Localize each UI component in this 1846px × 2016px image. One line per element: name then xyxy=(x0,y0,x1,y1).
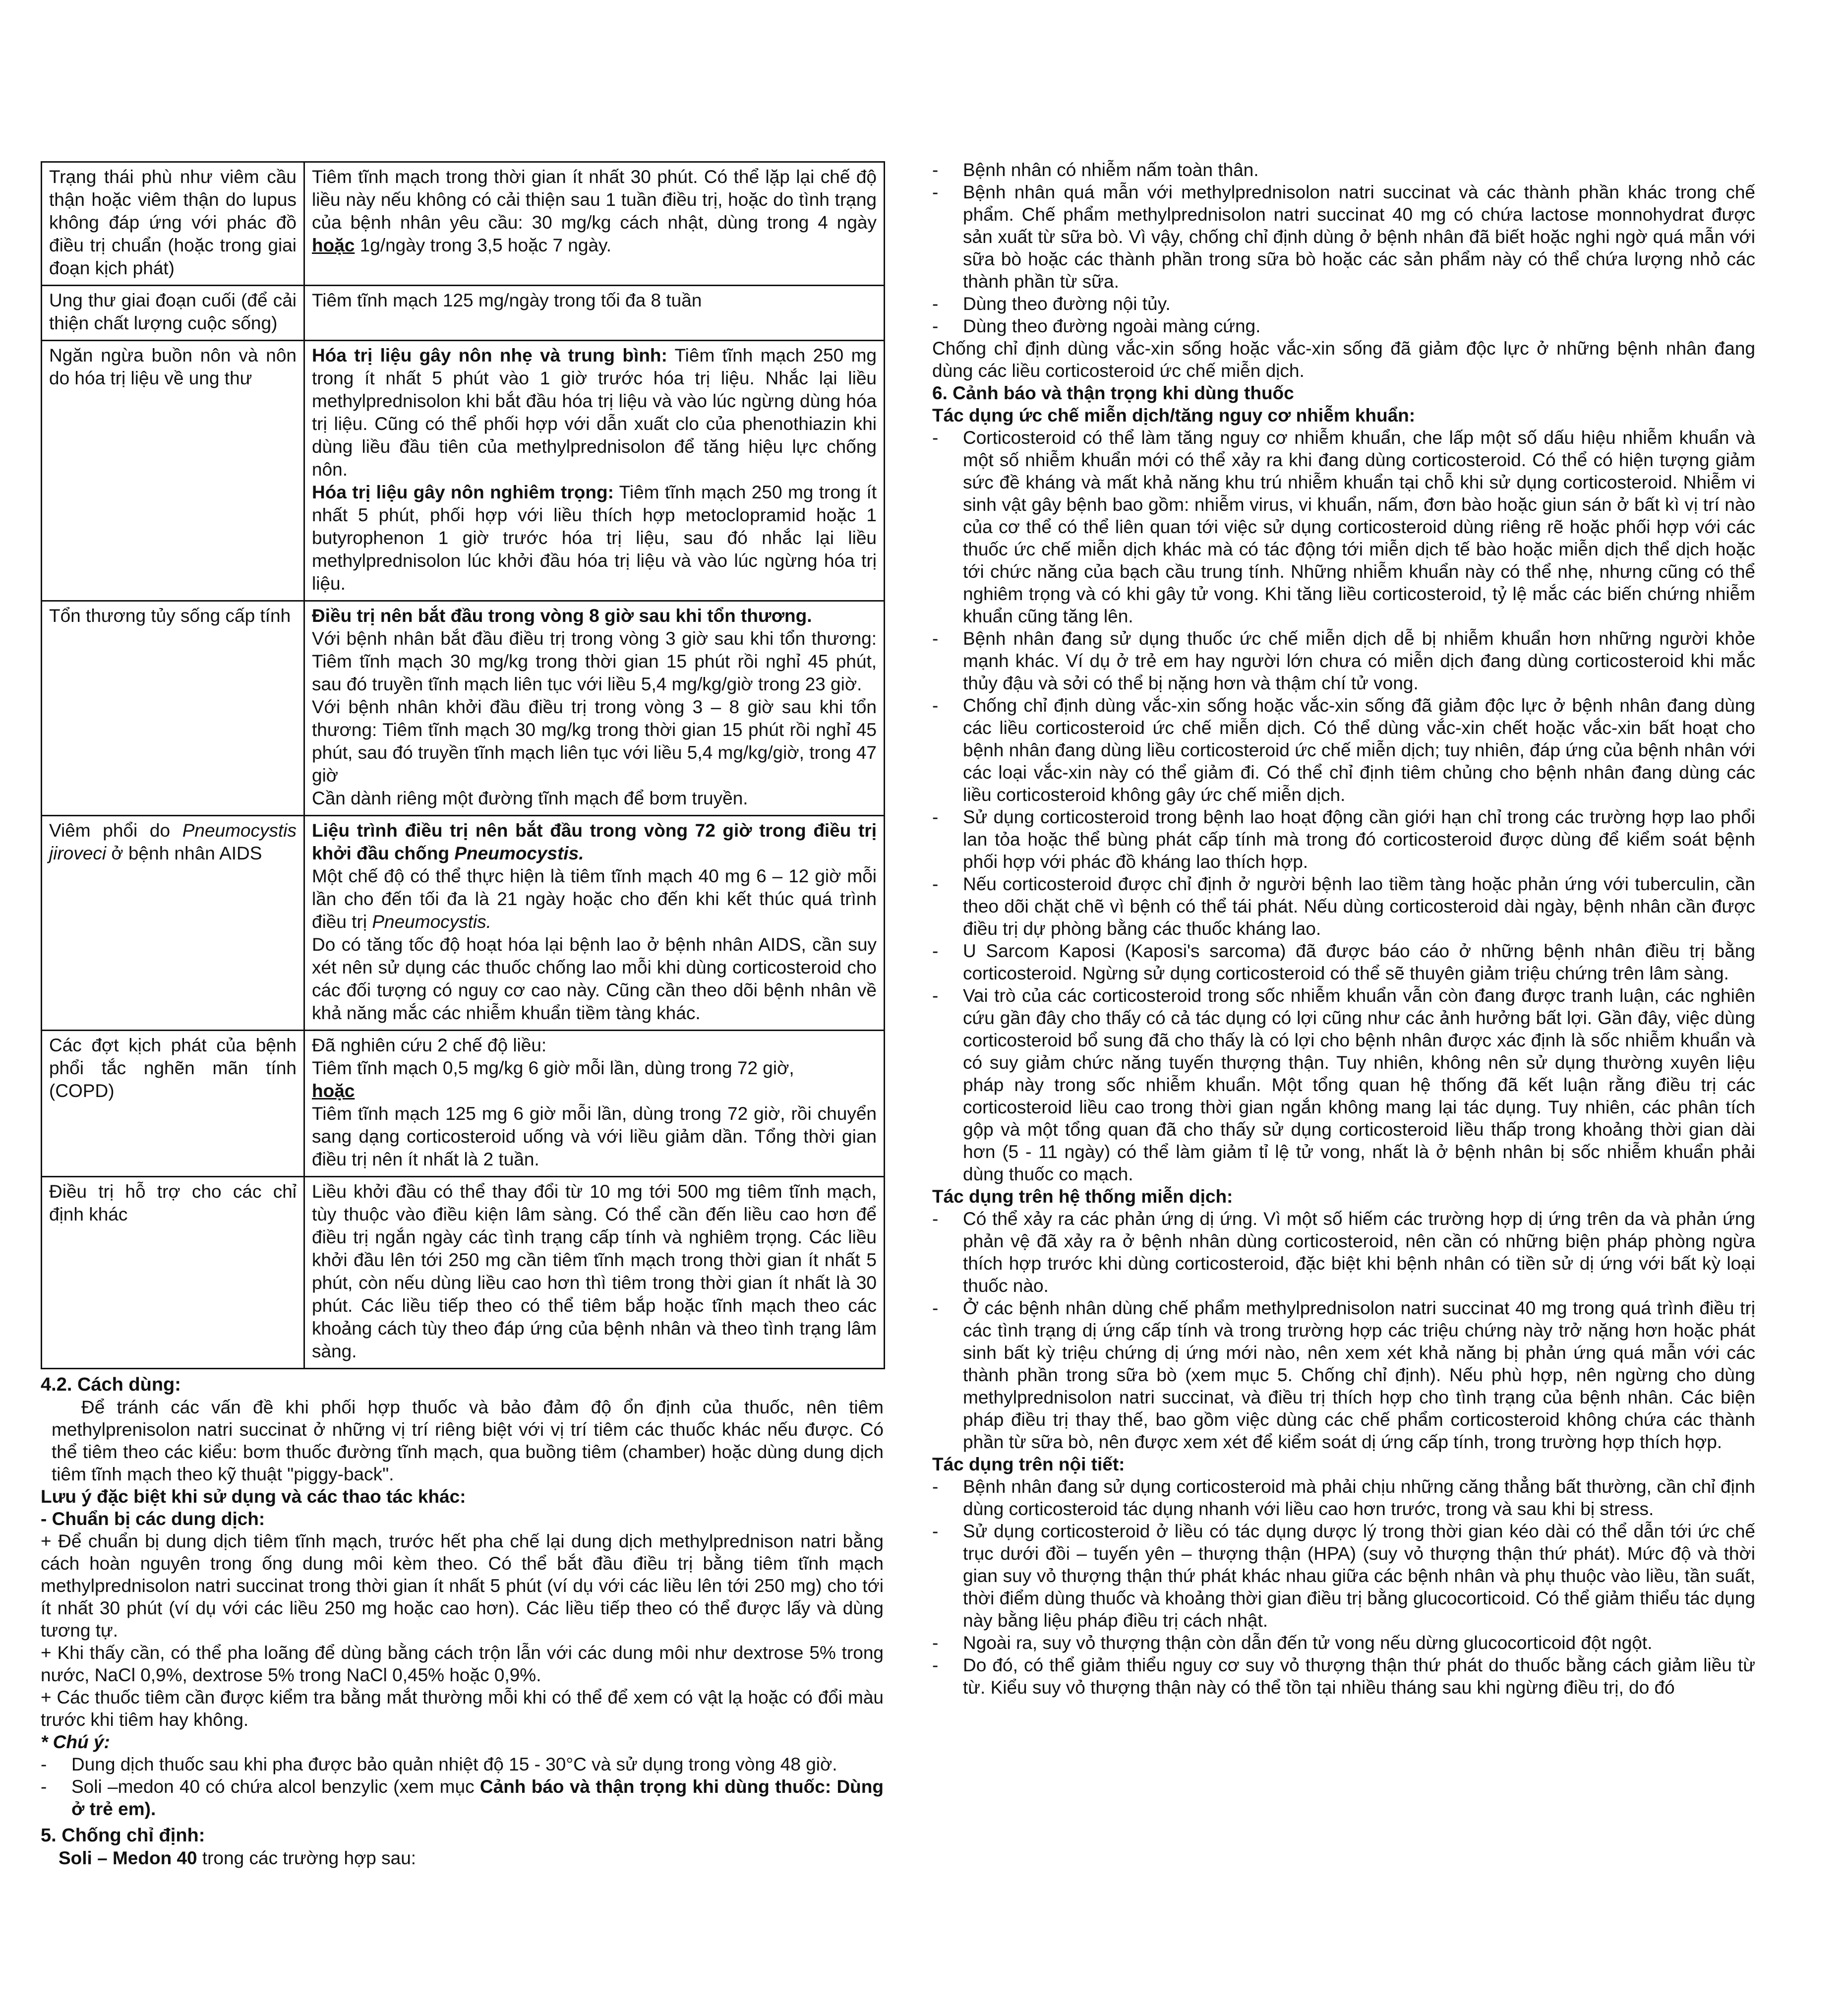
list-item: - Ngoài ra, suy vỏ thượng thận còn dẫn đến tử vong nếu dừng glucocorticoid đột ngột. xyxy=(932,1633,1653,1653)
vaccine-contraindication: Chống chỉ định dùng vắc-xin sống hoặc vắc-xin sống đã giảm độc lực ở những bệnh nhân đang dùng các liều corticosteroid ức chế miễn dịch. xyxy=(932,338,1755,381)
item-text: Vai trò của các corticosteroid trong sốc nhiễm khuẩn vẫn còn đang được tranh luận, các nghiên cứu gần đây cho thấy có cả tác dụng có lợi cũng như các ảnh hưởng bất lợi. Gần đây, việc dùng corticosteroid bổ sung đã cho thấy là có lợi cho bệnh nhân được xác định là sốc nhiễm khuẩn và có suy giảm chức năng tuyến thượng thận. Tuy nhiên, không nên sử dụng thường xuyên liệu pháp này trong sốc nhiễm khuẩn. Một tổng quan hệ thống đã kết luận rằng điều trị các corticosteroid liều cao trong thời gian ngắn không mang lại tác dụng. Tuy nhiên, các phân tích gộp và một tổng quan đã cho thấy sử dụng corticosteroid liều thấp trong khoảng thời gian dài hơn (5 - 11 ngày) có thể làm giảm tỉ lệ tử vong, nhất là ở bệnh nhân bị sốc nhiễm khuẩn phải dùng thuốc co mạch. xyxy=(963,985,1755,1184)
condition-cell xyxy=(42,816,304,1031)
list-item: - Do đó, có thể giảm thiểu nguy cơ suy vỏ thượng thận thứ phát do thuốc bằng cách giảm liều từ từ. Kiểu suy vỏ thượng thận này có thể tồn tại nhiều tháng sau khi ngừng điều trị, do đó xyxy=(932,1655,1755,1698)
dose-text: Một chế độ có thể thực hiện là tiêm tĩnh mạch 40 mg 6 – 12 giờ mỗi lần cho đến tối đa là 21 ngày hoặc cho đến khi kết thúc quá trình điều trị xyxy=(312,866,877,932)
dose-cell: Liều khởi đầu có thể thay đổi từ 10 mg tới 500 mg tiêm tĩnh mạch, tùy thuộc vào điều kiện lâm sàng. Có thể cần đến liều cao hơn để điều trị ngắn ngày các tình trạng cấp tính và nghiêm trọng. Các liều khởi đầu lên tới 250 mg cần tiêm tĩnh mạch trong thời gian ít nhất 5 phút, còn nếu dùng liều cao hơn thì tiêm trong thời gian ít nhất là 30 phút. Các liều tiếp theo có thể tiêm bắp hoặc tĩnh mạch theo các khoảng cách tùy theo đáp ứng của bệnh nhân và theo tình trạng lâm sàng. xyxy=(304,1177,885,1369)
note-item: - Soli –medon 40 có chứa alcol benzylic (xem mục Cảnh báo và thận trọng khi dùng thuốc: Dùng ở trẻ em). xyxy=(41,1776,884,1819)
condition-cell: Ung thư giai đoạn cuối (để cải thiện chất lượng cuộc sống) xyxy=(42,286,304,341)
subsection-title: Tác dụng trên hệ thống miễn dịch: xyxy=(932,1186,1233,1207)
section-title-4-2: 4.2. Cách dùng: xyxy=(41,1374,181,1395)
table-row xyxy=(42,816,885,1031)
table-row xyxy=(42,286,885,341)
lead-text: trong các trường hợp sau: xyxy=(197,1848,417,1868)
preparation-step: + Để chuẩn bị dung dịch tiêm tĩnh mạch, trước hết pha chế lại dung dịch methylprednison natri bằng cách hoàn nguyên trong ống dung môi kèm theo. Có thể bắt đầu điều trị bằng tiêm tĩnh mạch methylprednisolon natri succinat trong thời gian ít nhất 5 phút (ví dụ với các liều lên tới 250 mg) cho tới ít nhất 30 phút (ví dụ với các liều 250 mg hoặc cao hơn). Các liều tiếp theo có thể được lấy và dùng tương tự. xyxy=(41,1531,884,1641)
condition-cell: Điều trị hỗ trợ cho các chỉ định khác xyxy=(42,1177,304,1369)
condition-cell: Ngăn ngừa buồn nôn và nôn do hóa trị liệu về ung thư xyxy=(42,341,304,601)
dose-text: Đã nghiên cứu 2 chế độ liều: xyxy=(312,1035,547,1055)
preparation-step: + Khi thấy cần, có thể pha loãng để dùng bằng cách trộn lẫn với các dung môi như dextrose 5% trong nước, NaCl 0,9%, dextrose 5% trong NaCl 0,45% hoặc 0,9%. xyxy=(41,1643,884,1685)
list-item: - Bệnh nhân đang sử dụng thuốc ức chế miễn dịch dễ bị nhiễm khuẩn hơn những người khỏe mạnh khác. Ví dụ ở trẻ em hay người lớn chưa có miễn dịch đang dùng corticosteroid khi mắc thủy đậu và sởi có thể bị nặng hơn và thậm chí tử vong. xyxy=(932,628,1755,693)
subsection-title: Tác dụng trên nội tiết: xyxy=(932,1454,1125,1474)
dose-text: Cần dành riêng một đường tĩnh mạch để bơm truyền. xyxy=(312,788,748,808)
list-item: - Dùng theo đường nội tủy. xyxy=(932,294,1171,314)
item-text: Bệnh nhân đang sử dụng thuốc ức chế miễn dịch dễ bị nhiễm khuẩn hơn những người khỏe mạnh khác. Ví dụ ở trẻ em hay người lớn chưa có miễn dịch đang dùng corticosteroid khi mắc thủy đậu và sởi có thể bị nặng hơn và thậm chí tử vong. xyxy=(963,628,1755,693)
item-text: U Sarcom Kaposi (Kaposi's sarcoma) đã được báo cáo ở những bệnh nhân điều trị bằng corticosteroid. Ngừng sử dụng corticosteroid có thể sẽ thuyên giảm triệu chứng trên lâm sàng. xyxy=(963,941,1755,983)
right-column xyxy=(932,159,1755,1699)
preparation-step: + Các thuốc tiêm cần được kiểm tra bằng mắt thường mỗi khi có thể để xem có vật lạ hoặc có đổi màu trước khi tiêm hay không. xyxy=(41,1687,884,1730)
item-text: Ở các bệnh nhân dùng chế phẩm methylprednisolon natri succinat 40 mg trong quá trình điều trị các tình trạng dị ứng cấp tính và trong trường hợp các triệu chứng này trở nặng hơn hoặc phát sinh bất kỳ triệu chứng dị ứng mới nào, nên xem xét khả năng bị phản ứng quá mẫn với các thành phần trong sữa bò (xem mục 5. Chống chỉ định). Nếu phù hợp, nên ngừng cho dùng methylprednisolon natri succinat, và điều trị thích hợp cho tình trạng của bệnh nhân. Các biện pháp điều trị thay thế, bao gồm việc dùng các chế phẩm corticosteroid không chứa các thành phần từ sữa bò, nên được xem xét để kiểm soát dị ứng cấp tính, trong trường hợp thích hợp. xyxy=(963,1298,1755,1452)
dose-text: 1g/ngày trong 3,5 hoặc 7 ngày. xyxy=(355,235,612,255)
item-text: Do đó, có thể giảm thiểu nguy cơ suy vỏ thượng thận thứ phát do thuốc bằng cách giảm liều từ từ. Kiểu suy vỏ thượng thận này có thể tồn tại nhiều tháng sau khi ngừng điều trị, do đó xyxy=(963,1655,1755,1698)
product-name: Soli – Medon 40 xyxy=(59,1848,197,1868)
list-item: - Corticosteroid có thể làm tăng nguy cơ nhiễm khuẩn, che lấp một số dấu hiệu nhiễm khuẩn và một số nhiễm khuẩn mới có thể xảy ra khi đang dùng corticosteroid. Có thể có hiện tượng giảm sức đề kháng và mất khả năng khu trú nhiễm khuẩn tại chỗ khi sử dụng corticosteroid. Nhiễm vi sinh vật gây bệnh bao gồm: nhiễm virus, vi khuẩn, nấm, đơn bào hoặc giun sán ở bất kì vị trí nào của cơ thể có thể liên quan tới việc sử dụng corticosteroid dùng riêng rẽ hoặc phối hợp với các thuốc ức chế miễn dịch khác mà có tác động tới miễn dịch tế bào hoặc miễn dịch thể dịch hoặc tới chức năng của bạch cầu trung tính. Những nhiễm khuẩn này có thể nhẹ, nhưng cũng có thể nghiêm trọng và có khi gây tử vong. Khi tăng liều corticosteroid, tỷ lệ mắc các biến chứng nhiễm khuẩn cũng tăng lên. xyxy=(932,428,1755,626)
list-item: - U Sarcom Kaposi (Kaposi's sarcoma) đã được báo cáo ở những bệnh nhân điều trị bằng corticosteroid. Ngừng sử dụng corticosteroid có thể sẽ thuyên giảm triệu chứng trên lâm sàng. xyxy=(932,941,1755,983)
organism-name: Pneumocystis. xyxy=(372,912,491,932)
list-item: - Chống chỉ định dùng vắc-xin sống hoặc vắc-xin sống đã giảm độc lực ở bệnh nhân đang dùng các liều corticosteroid ức chế miễn dịch. Có thể dùng vắc-xin chết hoặc vắc-xin bất hoạt cho bệnh nhân đang dùng liều corticosteroid ức chế miễn dịch; tuy nhiên, đáp ứng của bệnh nhân với các loại vắc-xin này có thể giảm đi. Có thể chỉ định tiêm chủng cho bệnh nhân đang dùng các liều corticosteroid không gây ức chế miễn dịch. xyxy=(932,695,1755,805)
subsection-title: Tác dụng ức chế miễn dịch/tăng nguy cơ nhiễm khuẩn: xyxy=(932,405,1416,426)
condition-text: ở bệnh nhân AIDS xyxy=(106,843,262,863)
item-text: Dùng theo đường ngoài màng cứng. xyxy=(963,316,1261,336)
condition-cell: Tổn thương tủy sống cấp tính xyxy=(42,601,304,816)
or-keyword: hoặc xyxy=(312,1081,355,1101)
dose-text: Tiêm tĩnh mạch 0,5 mg/kg 6 giờ mỗi lần, dùng trong 72 giờ, xyxy=(312,1058,794,1078)
list-item: - Bệnh nhân quá mẫn với methylprednisolon natri succinat và các thành phần khác trong chế phẩm. Chế phẩm methylprednisolon natri succinat 40 mg có chứa lactose monnohydrat được sản xuất từ sữa bò. Vì vậy, chống chỉ định dùng ở bệnh nhân đã biết hoặc nghi ngờ quá mẫn với sữa bò hoặc các thành phần trong sữa bò hoặc các sản phẩm này có thể chứa lượng nhỏ các thành phần từ sữa. xyxy=(932,182,1755,292)
list-item: - Có thể xảy ra các phản ứng dị ứng. Vì một số hiếm các trường hợp dị ứng trên da và phản ứng phản vệ đã xảy ra ở bệnh nhân dùng corticosteroid, nên cần có những biện pháp phòng ngừa thích hợp trước khi dùng corticosteroid, đặc biệt khi bệnh nhân có tiền sử dị ứng với bất kỳ loại thuốc nào. xyxy=(932,1209,1755,1296)
organism-name: Pneumocystis jiroveci xyxy=(49,820,297,863)
dose-text: Tiêm tĩnh mạch 250 mg trong ít nhất 5 phút, phối hợp với liều thích hợp metoclopramid hoặc 1 butyrophenon 1 giờ trước hóa trị liệu, sau đó nhắc lại liều methylprednisolon lúc khởi đầu hóa trị liệu và vào lúc ngừng hóa trị liệu. xyxy=(312,482,877,594)
dose-heading: Hóa trị liệu gây nôn nghiêm trọng: xyxy=(312,482,614,502)
special-notes-title: Lưu ý đặc biệt khi sử dụng và các thao tác khác: xyxy=(41,1486,466,1507)
list-item: - Sử dụng corticosteroid ở liều có tác dụng dược lý trong thời gian kéo dài có thể dẫn tới ức chế trục dưới đồi – tuyến yên – thượng thận (HPA) (suy vỏ thượng thận thứ phát). Mức độ và thời gian suy vỏ thượng thận thứ phát khác nhau giữa các bệnh nhân và phụ thuộc vào liều, tần suất, thời điểm dùng thuốc và khoảng thời gian điều trị bằng glucocorticoid. Có thể giảm thiểu tác dụng này bằng liệu pháp điều trị cách nhật. xyxy=(932,1521,1755,1631)
contraindication-lead xyxy=(41,1847,884,1869)
item-text: Corticosteroid có thể làm tăng nguy cơ nhiễm khuẩn, che lấp một số dấu hiệu nhiễm khuẩn và một số nhiễm khuẩn mới có thể xảy ra khi đang dùng corticosteroid. Có thể có hiện tượng giảm sức đề kháng và mất khả năng khu trú nhiễm khuẩn tại chỗ khi sử dụng corticosteroid. Nhiễm vi sinh vật gây bệnh bao gồm: nhiễm virus, vi khuẩn, nấm, đơn bào hoặc giun sán ở bất kì vị trí nào của cơ thể có thể liên quan tới việc sử dụng corticosteroid dùng riêng rẽ hoặc phối hợp với các thuốc ức chế miễn dịch khác mà có tác động tới miễn dịch tế bào hoặc miễn dịch thể dịch hoặc tới chức năng của bạch cầu trung tính. Những nhiễm khuẩn này có thể nhẹ, nhưng cũng có thể nghiêm trọng và có khi gây tử vong. Khi tăng liều corticosteroid, tỷ lệ mắc các biến chứng nhiễm khuẩn cũng tăng lên. xyxy=(963,428,1755,626)
item-text: Bệnh nhân đang sử dụng corticosteroid mà phải chịu những căng thẳng bất thường, cần chỉ định dùng corticosteroid tác dụng nhanh với liều cao hơn trước, trong và sau khi bị stress. xyxy=(963,1476,1755,1519)
preparation-title: - Chuẩn bị các dung dịch: xyxy=(41,1509,265,1529)
note-text: Soli –medon 40 có chứa alcol benzylic (xem mục xyxy=(71,1776,480,1797)
item-text: Bệnh nhân có nhiễm nấm toàn thân. xyxy=(963,160,1259,180)
table-row xyxy=(42,162,885,286)
dose-text: Tiêm tĩnh mạch 125 mg 6 giờ mỗi lần, dùng trong 72 giờ, rồi chuyển sang dạng corticosteroid uống và với liều giảm dần. Tổng thời gian điều trị nên ít nhất là 2 tuần. xyxy=(312,1103,877,1169)
list-item: - Sử dụng corticosteroid trong bệnh lao hoạt động cần giới hạn chỉ trong các trường hợp lao phổi lan tỏa hoặc thể bùng phát cấp tính mà trong đó corticosteroid được dùng để kiểm soát bệnh phối hợp với phác đồ kháng lao thích hợp. xyxy=(932,807,1755,872)
dose-cell xyxy=(304,162,885,286)
dose-cell xyxy=(304,341,885,601)
condition-text: Viêm phổi do xyxy=(49,820,182,841)
left-column xyxy=(41,161,884,1869)
list-item: - Nếu corticosteroid được chỉ định ở người bệnh lao tiềm tàng hoặc phản ứng với tuberculin, cần theo dõi chặt chẽ vì bệnh có thể tái phát. Nếu dùng corticosteroid dài ngày, bệnh nhân cần được điều trị dự phòng bằng các thuốc kháng lao. xyxy=(932,874,1755,939)
list-item: - Bệnh nhân đang sử dụng corticosteroid mà phải chịu những căng thẳng bất thường, cần chỉ định dùng corticosteroid tác dụng nhanh với liều cao hơn trước, trong và sau khi bị stress. xyxy=(932,1476,1755,1519)
note-text: Dung dịch thuốc sau khi pha được bảo quản nhiệt độ 15 - 30°C và sử dụng trong vòng 48 giờ. xyxy=(71,1754,837,1774)
item-text: Dùng theo đường nội tủy. xyxy=(963,294,1171,314)
dose-cell xyxy=(304,601,885,816)
dose-cell: Tiêm tĩnh mạch 125 mg/ngày trong tối đa 8 tuần xyxy=(304,286,885,341)
administration-text: Để tránh các vấn đề khi phối hợp thuốc và bảo đảm độ ổn định của thuốc, nên tiêm methylprenisolon natri succinat ở những vị trí riêng biệt với vị trí tiêm các thuốc khác nếu được. Có thể tiêm theo các kiểu: bơm thuốc đường tĩnh mạch, qua buồng tiêm (chamber) hoặc dùng dung dịch tiêm tĩnh mạch theo kỹ thuật "piggy-back". xyxy=(52,1397,884,1484)
dose-heading: Điều trị nên bắt đầu trong vòng 8 giờ sau khi tổn thương. xyxy=(312,606,812,626)
note-label: * Chú ý: xyxy=(41,1732,110,1752)
table-row xyxy=(42,1031,885,1177)
or-keyword: hoặc xyxy=(312,235,355,255)
organism-name: Pneumocystis. xyxy=(454,843,584,863)
dose-text: Với bệnh nhân khởi đầu điều trị trong vòng 3 – 8 giờ sau khi tổn thương: Tiêm tĩnh mạch 30 mg/kg trong thời gian 15 phút rồi nghỉ 45 phút, sau đó truyền tĩnh mạch liên tục với liều 5,4 mg/kg/giờ, trong 47 giờ xyxy=(312,697,877,786)
dose-text: Với bệnh nhân bắt đầu điều trị trong vòng 3 giờ sau khi tổn thương: Tiêm tĩnh mạch 30 mg/kg trong thời gian 15 phút rồi nghỉ 45 phút, sau đó truyền tĩnh mạch liên tục với liều 5,4 mg/kg/giờ trong 23 giờ. xyxy=(312,628,877,694)
table-row xyxy=(42,601,885,816)
condition-cell: Các đợt kịch phát của bệnh phổi tắc nghẽn mãn tính (COPD) xyxy=(42,1031,304,1177)
list-item: - Bệnh nhân có nhiễm nấm toàn thân. xyxy=(932,160,1259,180)
dose-cell xyxy=(304,1031,885,1177)
section-title-6: 6. Cảnh báo và thận trọng khi dùng thuốc xyxy=(932,383,1294,403)
item-text: Sử dụng corticosteroid ở liều có tác dụng dược lý trong thời gian kéo dài có thể dẫn tới ức chế trục dưới đồi – tuyến yên – thượng thận (HPA) (suy vỏ thượng thận thứ phát). Mức độ và thời gian suy vỏ thượng thận thứ phát khác nhau giữa các bệnh nhân và phụ thuộc vào liều, tần suất, thời điểm dùng thuốc và khoảng thời gian điều trị bằng glucocorticoid. Có thể giảm thiểu tác dụng này bằng liệu pháp điều trị cách nhật. xyxy=(963,1521,1755,1631)
list-item: - Dùng theo đường ngoài màng cứng. xyxy=(932,316,1261,336)
dose-heading: Liệu trình điều trị nên bắt đầu trong vòng 72 giờ trong điều trị khởi đầu chống xyxy=(312,820,877,863)
item-text: Nếu corticosteroid được chỉ định ở người bệnh lao tiềm tàng hoặc phản ứng với tuberculin, cần theo dõi chặt chẽ vì bệnh có thể tái phát. Nếu dùng corticosteroid dài ngày, bệnh nhân cần được điều trị dự phòng bằng các thuốc kháng lao. xyxy=(963,874,1755,939)
item-text: Ngoài ra, suy vỏ thượng thận còn dẫn đến tử vong nếu dừng glucocorticoid đột ngột. xyxy=(963,1633,1653,1653)
note-reference: Cảnh báo và thận trọng khi dùng thuốc: Dùng ở trẻ em). xyxy=(71,1776,884,1819)
table-row xyxy=(42,1177,885,1369)
dose-text: Do có tăng tốc độ hoạt hóa lại bệnh lao ở bệnh nhân AIDS, cần suy xét nên sử dụng các thuốc chống lao mỗi khi dùng corticosteroid cho các đối tượng có nguy cơ cao này. Cũng cần theo dõi bệnh nhân về khả năng mắc các nhiễm khuẩn tiềm tàng khác. xyxy=(312,934,877,1023)
item-text: Sử dụng corticosteroid trong bệnh lao hoạt động cần giới hạn chỉ trong các trường hợp lao phổi lan tỏa hoặc thể bùng phát cấp tính mà trong đó corticosteroid được dùng để kiểm soát bệnh phối hợp với phác đồ kháng lao thích hợp. xyxy=(963,807,1755,872)
list-item: - Ở các bệnh nhân dùng chế phẩm methylprednisolon natri succinat 40 mg trong quá trình điều trị các tình trạng dị ứng cấp tính và trong trường hợp các triệu chứng này trở nặng hơn hoặc phát sinh bất kỳ triệu chứng dị ứng mới nào, nên xem xét khả năng bị phản ứng quá mẫn với các thành phần trong sữa bò (xem mục 5. Chống chỉ định). Nếu phù hợp, nên ngừng cho dùng methylprednisolon natri succinat, và điều trị thích hợp cho tình trạng của bệnh nhân. Các biện pháp điều trị thay thế, bao gồm việc dùng các chế phẩm corticosteroid không chứa các thành phần từ sữa bò, nên được xem xét để kiểm soát dị ứng cấp tính, trong trường hợp thích hợp. xyxy=(932,1298,1755,1452)
note-item: - Dung dịch thuốc sau khi pha được bảo quản nhiệt độ 15 - 30°C và sử dụng trong vòng 48 giờ. xyxy=(41,1754,837,1774)
item-text: Có thể xảy ra các phản ứng dị ứng. Vì một số hiếm các trường hợp dị ứng trên da và phản ứng phản vệ đã xảy ra ở bệnh nhân dùng corticosteroid, nên cần có những biện pháp phòng ngừa thích hợp trước khi dùng corticosteroid, đặc biệt khi bệnh nhân có tiền sử dị ứng với bất kỳ loại thuốc nào. xyxy=(963,1209,1755,1296)
dose-text: Tiêm tĩnh mạch 250 mg trong ít nhất 5 phút vào 1 giờ trước hóa trị liệu. Nhắc lại liều methylprednisolon khi bắt đầu hóa trị liệu và vào lúc ngừng dùng hóa trị liệu. Cũng có thể phối hợp với dẫn xuất clo của phenothiazin khi dùng liều đầu tiên của methylprednisolon để tăng hiệu lực chống nôn. xyxy=(312,345,877,480)
dose-text: Tiêm tĩnh mạch trong thời gian ít nhất 30 phút. Có thể lặp lại chế độ liều này nếu không có cải thiện sau 1 tuần điều trị, hoặc do tình trạng của bệnh nhân yêu cầu: 30 mg/kg cách nhật, dùng trong 4 ngày xyxy=(312,167,877,233)
item-text: Chống chỉ định dùng vắc-xin sống hoặc vắc-xin sống đã giảm độc lực ở bệnh nhân đang dùng các liều corticosteroid ức chế miễn dịch. Có thể dùng vắc-xin chết hoặc vắc-xin bất hoạt cho bệnh nhân đang dùng liều corticosteroid ức chế miễn dịch; tuy nhiên, đáp ứng của bệnh nhân với các loại vắc-xin này có thể giảm đi. Có thể chỉ định tiêm chủng cho bệnh nhân đang dùng các liều corticosteroid không gây ức chế miễn dịch. xyxy=(963,695,1755,805)
item-text: Bệnh nhân quá mẫn với methylprednisolon natri succinat và các thành phần khác trong chế phẩm. Chế phẩm methylprednisolon natri succinat 40 mg có chứa lactose monnohydrat được sản xuất từ sữa bò. Vì vậy, chống chỉ định dùng ở bệnh nhân đã biết hoặc nghi ngờ quá mẫn với sữa bò hoặc các thành phần trong sữa bò hoặc các sản phẩm này có thể chứa lượng nhỏ các thành phần từ sữa. xyxy=(963,182,1755,292)
dose-cell xyxy=(304,816,885,1031)
table-row xyxy=(42,341,885,601)
dosage-table xyxy=(41,161,885,1369)
list-item: - Vai trò của các corticosteroid trong sốc nhiễm khuẩn vẫn còn đang được tranh luận, các nghiên cứu gần đây cho thấy có cả tác dụng có lợi cũng như các ảnh hưởng bất lợi. Gần đây, việc dùng corticosteroid bổ sung đã cho thấy là có lợi cho bệnh nhân được xác định là sốc nhiễm khuẩn và có suy giảm chức năng tuyến thượng thận. Tuy nhiên, không nên sử dụng thường xuyên liệu pháp này trong sốc nhiễm khuẩn. Một tổng quan hệ thống đã kết luận rằng điều trị các corticosteroid liều cao trong thời gian ngắn không mang lại tác dụng. Tuy nhiên, các phân tích gộp và một tổng quan đã cho thấy sử dụng corticosteroid liều thấp trong khoảng thời gian dài hơn (5 - 11 ngày) có thể làm giảm tỉ lệ tử vong, nhất là ở bệnh nhân bị sốc nhiễm khuẩn phải dùng thuốc co mạch. xyxy=(932,985,1755,1184)
dose-heading: Hóa trị liệu gây nôn nhẹ và trung bình: xyxy=(312,345,667,366)
condition-cell: Trạng thái phù như viêm cầu thận hoặc viêm thận do lupus không đáp ứng với phác đồ điều trị chuẩn (hoặc trong giai đoạn kịch phát) xyxy=(42,162,304,286)
section-title-5: 5. Chống chỉ định: xyxy=(41,1825,205,1846)
